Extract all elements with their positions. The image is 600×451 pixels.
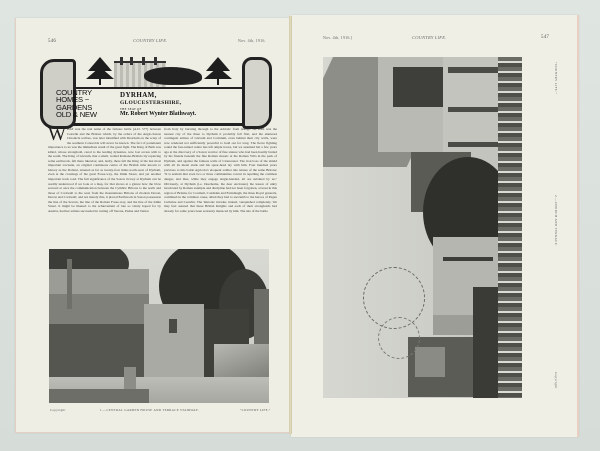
left-photo-source: "COUNTRY LIFE." [240, 408, 271, 412]
right-photo-source: "COUNTRY LIFE." [554, 62, 558, 95]
article-heading [120, 91, 250, 117]
article-column-2 [164, 127, 277, 244]
right-photo-credit: Copyright [554, 372, 558, 389]
right-page-date: Nov. 4th, 1916.] [323, 35, 353, 40]
seat-of-label: THE SEAT OF [120, 107, 142, 111]
photo-garden-house [49, 249, 269, 403]
series-title-line: GARDENS [56, 102, 93, 112]
photo-church-and-terrace [323, 57, 522, 398]
right-page-number: 547 [541, 35, 550, 40]
left-running-title: COUNTRY LIFE. [133, 38, 168, 43]
title-banner [40, 53, 272, 125]
county-name: GLOUCESTERSHIRE, [120, 100, 182, 106]
series-title-line: HOMES ~ [56, 95, 89, 105]
column-2-text: from Italy by bursting through to the Adriatic from Asiago. As Bath was the nearest city of the three to Dyrham it probably fell first, and the shattered contingent armies of Glevum and Corinium, even behind their city walls, were now rendered not sufficiently powerful to hold out for long. The fierce fighting round the fast-ruined centre has left ample traces, but we assumed but a few years ago at the discovery of a Saxon warrior of fine stature who had been hastily buried by his friends beneath the fine Roman mosaic at the Roman Villa in the park of Dyrham, and against the famous walls of Cirencester. The iron boss of the shield with all its metal studs and his spear-head lay with him. Four hundred years previous to this battle Agricola's eloquent soldier tale relates of the same Britons: "It is seldom that even two or three communities concur in repelling the common danger, and thus, while they engage single-handed, all are subdued by us." Obviously, at Dyrham (i.e. Deerhome, the deer enclosure) the lesson of unity inculcated by Roman example and discipline had not been forgotten, at least in this region of Britain, for Conmail, Condidan and Farinmagil, the three Royal generals, combined in the common cause, albeit they had to succumb to the heroes of Pagan Cutlwine and Ceawlin. The Teutonic invader, indeed, vanquished completely. We may feel assured that these British Knights and each of their strongholds had already for some years been seriously menaced by him. The site of the battle [164, 127, 277, 213]
series-title [56, 89, 110, 119]
house-name: DYRHAM, [120, 91, 157, 99]
owner-name: Mr. Robert Wynter Blathwayt. [120, 111, 197, 117]
left-photo-caption: 1.—CENTRAL GARDEN HOUSE AND TERRACE STAIRWAY. [100, 408, 199, 412]
series-title-line: COUNTRY [56, 88, 93, 97]
topiary-hedge-illustration [144, 67, 202, 85]
drop-cap: W [48, 127, 66, 145]
column-1-text: HAT was the real name of the famous battle (A.D. 577) between Ceawlin and the Britons which, by the orders of the Anglo-Saxon Chronicle scribes, was later identified with Deorham on the scarp of the southern Cotswolds will never be known. The fact of paramount importance to us was the immediate result of the great fight. The King of Bath was killed, whose stronghold, cared to the leading dynasties, now lost access with to the south. The King of Glevum, that a small, walled Romano-British city replacing some earthwork, fell there likewise; and, lastly, there fell the King of the last most important townsite, an original continuous centre of the British tribe known to history as the Dobuni, situated as far as twenty-four miles north-west of Dyrham, even at the crossings of the great Fosse-way, the Irmin Street, and yet another important track road. The full significance of the Saxon victory at Dyrham can be readily understood if we look at a map, for that shows at a glance how the blow severed at once the communication between the Cymbric Britons to the north and those of Cornwall to the west from the mountainous Britons of modern Dorset, Devon and Cornwall; and not merely this, it placed Earthwork in Saxon possession the line of the Severn, the line of the Roman Fosse-way, and the line of the Irmin Street. It might be likened to the achievement of late so vainly hoped for by Austria, had her armies succeeded in cutting off Verona, Padua and Venice [48, 127, 161, 213]
right-running-title: COUNTRY LIFE. [412, 35, 447, 40]
left-page-number: 546 [48, 39, 57, 44]
series-title-line: OLD & NEW [56, 110, 97, 120]
spine-gutter [289, 16, 292, 434]
left-photo-credit: Copyright [50, 408, 66, 412]
article-column-1 [48, 127, 161, 244]
left-page-date: Nov. 4th, 1916. [238, 38, 266, 43]
right-photo-caption: 2.—CHURCH AND TERRACE. [554, 195, 558, 247]
